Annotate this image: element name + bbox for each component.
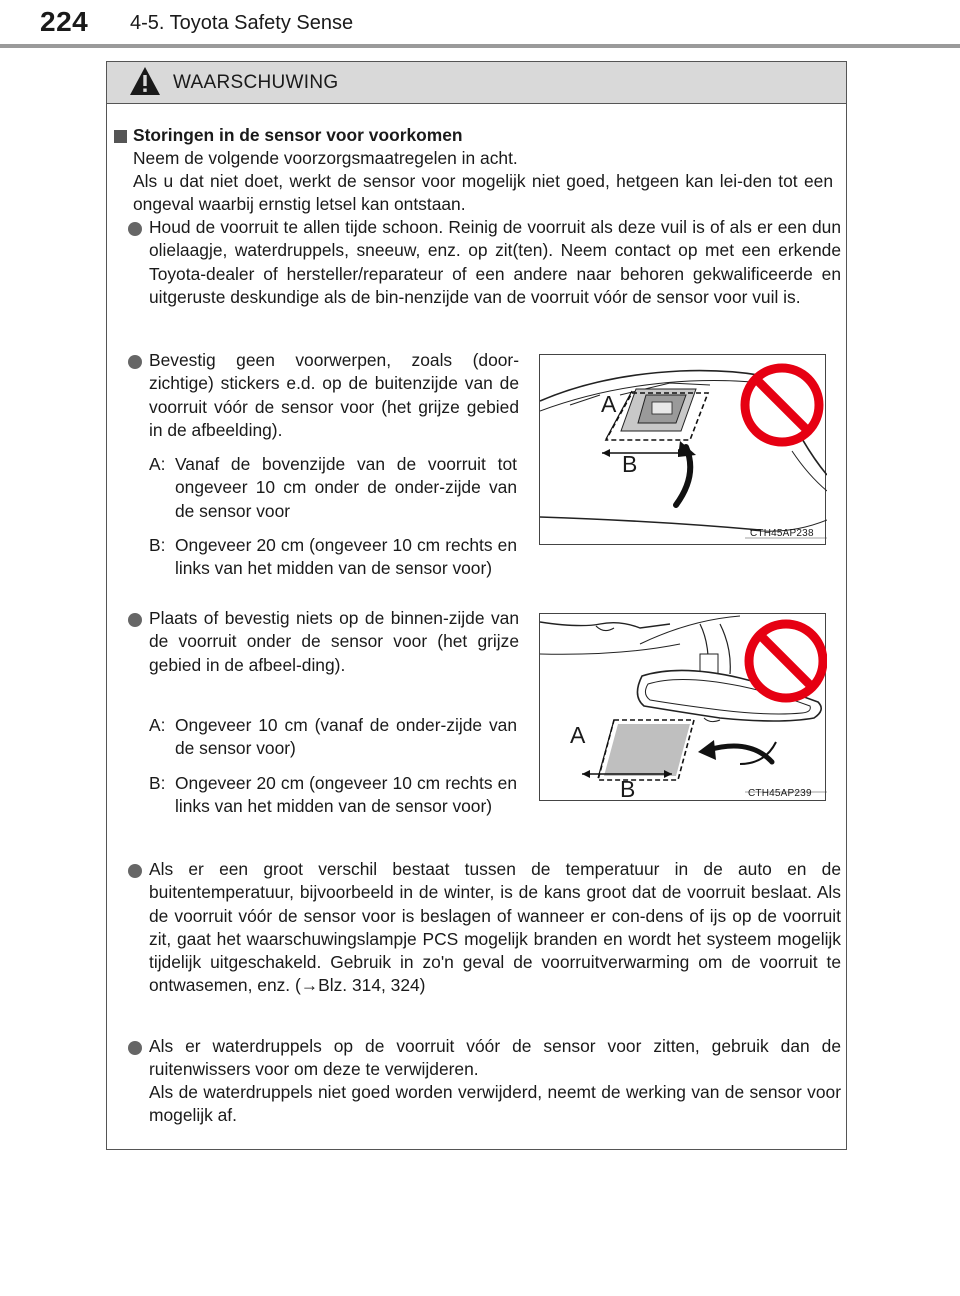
header-rule bbox=[0, 44, 960, 48]
label-b: B: bbox=[149, 773, 166, 793]
warning-header bbox=[107, 62, 846, 104]
figure-code: CTH45AP238 bbox=[750, 528, 814, 539]
warning-heading: Storingen in de sensor voor voorkomen bbox=[133, 125, 463, 145]
bullet-dot-icon bbox=[128, 355, 142, 369]
figure-outside-windshield bbox=[539, 354, 826, 545]
warning-title: WAARSCHUWING bbox=[173, 72, 339, 93]
warning-triangle-icon bbox=[129, 66, 161, 96]
page-header bbox=[0, 0, 960, 48]
label-b: B: bbox=[149, 535, 166, 555]
description-a: Ongeveer 10 cm (vanaf de onder-zijde van de sensor voor) bbox=[175, 715, 517, 759]
bullet-water-drops-effect: Als de waterdruppels niet goed worden verwijderd, neemt de werking van de sensor voor mogelijk af. bbox=[149, 1082, 841, 1126]
description-b: Ongeveer 20 cm (ongeveer 10 cm rechts en links van het midden van de sensor voor) bbox=[175, 773, 517, 817]
warning-box bbox=[106, 61, 847, 1150]
intro-paragraph: Als u dat niet doet, werkt de sensor voor mogelijk niet goed, hetgeen kan lei-den tot een ongeval waarbij ernstig letsel kan ontstaan. bbox=[133, 171, 833, 215]
figure-outside-windshield-drawing bbox=[540, 355, 827, 546]
figure-label-b: B bbox=[622, 451, 638, 477]
figure-label-a: A bbox=[601, 391, 617, 417]
intro-line: Neem de volgende voorzorgsmaatregelen in acht. bbox=[133, 148, 518, 168]
figure-inside-windshield-drawing bbox=[540, 614, 827, 802]
page-number: 224 bbox=[40, 6, 89, 37]
label-a: A: bbox=[149, 715, 166, 735]
bullet-dot-icon bbox=[128, 222, 142, 236]
bullet-keep-clean: Houd de voorruit te allen tijde schoon. Reinig de voorruit als deze vuil is of als er een dun olielaagje, waterdruppels, sneeuw, enz. op zit(ten). Neem contact op met een erkende Toyota-dealer of hersteller/reparateur of een andere naar behoren gekwalificeerde en uitgeruste deskundige als de bin-nenzijde van de voorruit vóór de sensor voor vuil is. bbox=[149, 217, 841, 307]
bullet-dot-icon bbox=[128, 1041, 142, 1055]
bullet-dot-icon bbox=[128, 613, 142, 627]
square-bullet-icon bbox=[114, 130, 127, 143]
bullet-water-drops: Als er waterdruppels op de voorruit vóór de sensor voor zitten, gebruik dan de ruitenwissers voor om deze te verwijderen. bbox=[149, 1036, 841, 1080]
description-a: Vanaf de bovenzijde van de voorruit tot ongeveer 10 cm onder de onder-zijde van de sensor voor bbox=[175, 454, 517, 521]
figure-label-a: A bbox=[570, 722, 586, 748]
figure-label-b: B bbox=[620, 776, 636, 802]
bullet-dot-icon bbox=[128, 864, 142, 878]
bullet-nothing-inside: Plaats of bevestig niets op de binnen-zijde van de voorruit onder de sensor voor (het grijze gebied in de afbeel-ding). bbox=[149, 608, 519, 675]
figure-inside-windshield bbox=[539, 613, 826, 801]
section-title: 4-5. Toyota Safety Sense bbox=[130, 12, 354, 34]
bullet-temperature: Als er een groot verschil bestaat tussen de temperatuur in de auto en de buitentemperatuur, bijvoorbeeld in de winter, is de kans groot dat de voorruit beslaat. Als de voorruit vóór de sensor voor is beslagen of wanneer er con-dens of ijs op de voorruit zit, gaat het waarschuwingslampje PCS mogelijk branden en wordt het systeem mogelijk tijdelijk uitgeschakeld. Gebruik in zo'n geval de voorruitverwarming om de voorruit te ontwasemen, enz. (→Blz. 314, 324) bbox=[149, 859, 841, 996]
label-a: A: bbox=[149, 454, 166, 474]
figure-code: CTH45AP239 bbox=[748, 788, 812, 799]
description-b: Ongeveer 20 cm (ongeveer 10 cm rechts en links van het midden van de sensor voor) bbox=[175, 535, 517, 579]
bullet-no-stickers: Bevestig geen voorwerpen, zoals (door-zichtige) stickers e.d. op de buitenzijde van de voorruit vóór de sensor voor (het grijze gebied in de afbeelding). bbox=[149, 350, 519, 440]
